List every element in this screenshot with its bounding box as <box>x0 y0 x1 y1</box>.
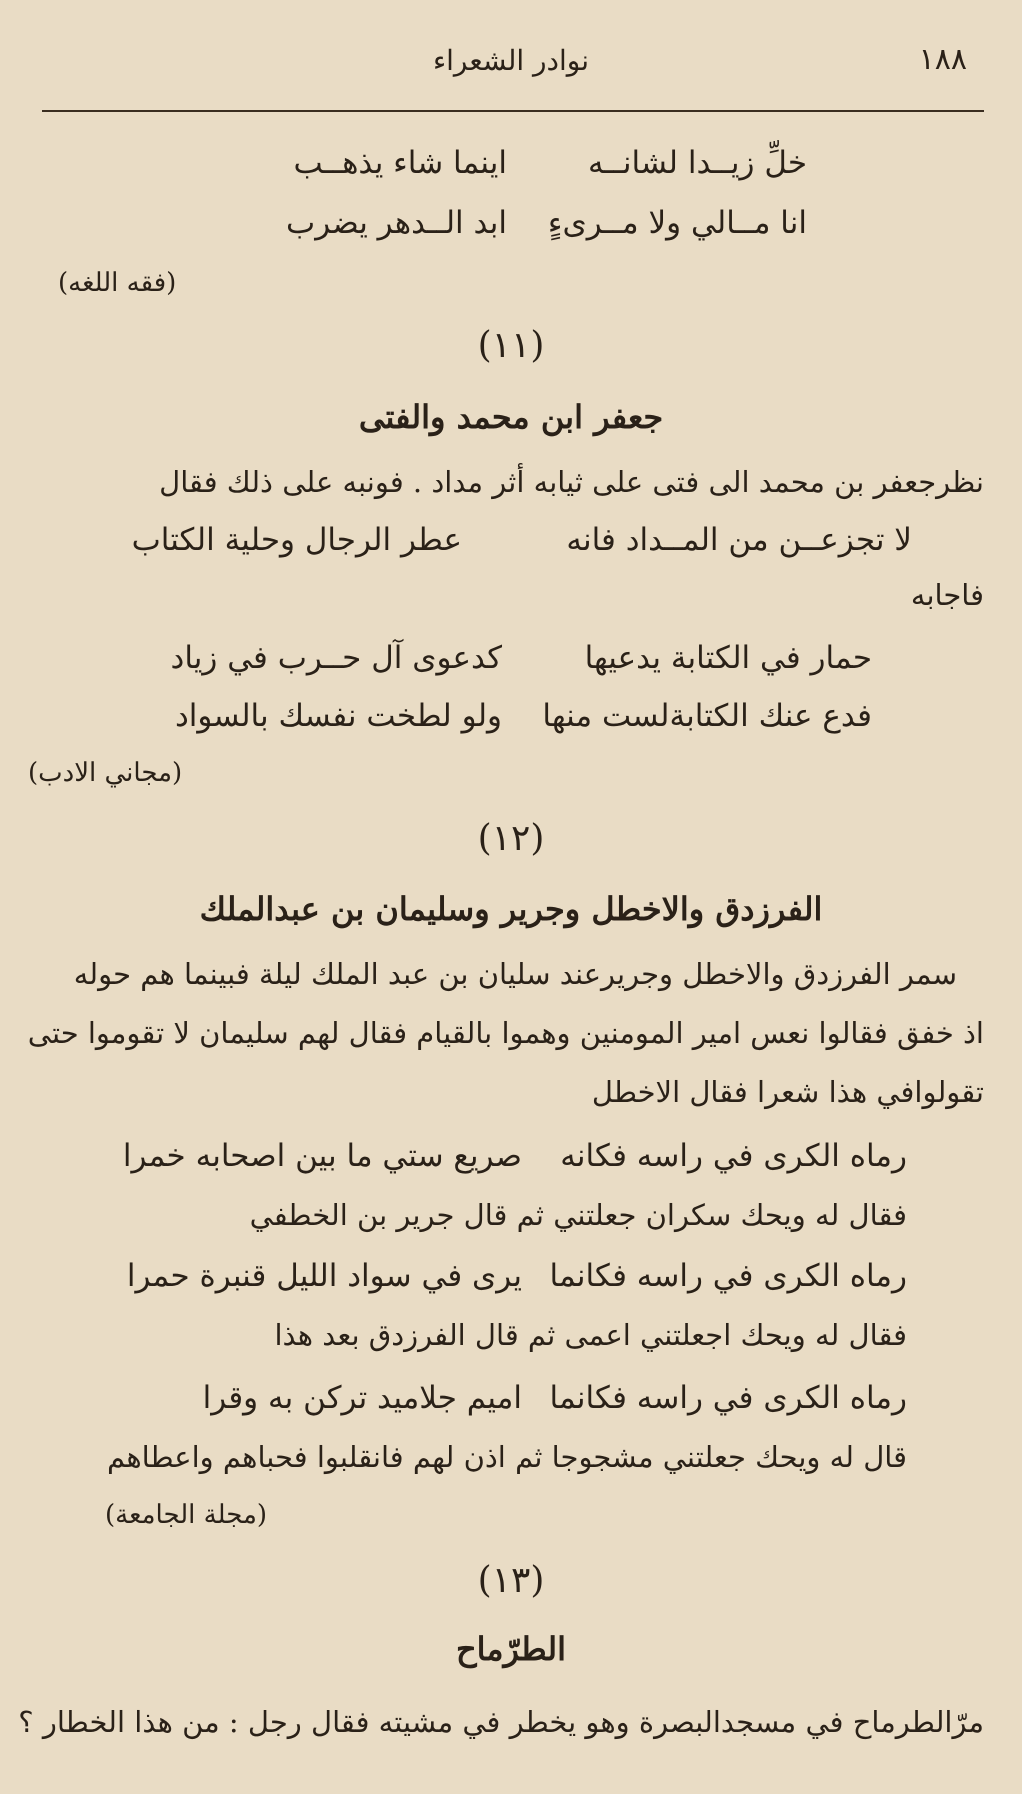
prose-line: مرّالطرماح في مسجدالبصرة وهو يخطر في مشيته فقال رجل : من هذا الخطار ؟ <box>18 1705 984 1739</box>
section-number: (١٣) <box>477 1560 545 1601</box>
header-rule <box>42 110 984 112</box>
verse-hemistich: يرى في سواد الليل قنبرة حمرا <box>126 1258 522 1294</box>
page-number: ١٨٨ <box>918 42 967 77</box>
section-number: (١٢) <box>477 818 545 859</box>
section-title: الطرّماح <box>455 1630 567 1668</box>
verse-hemistich: حمار في الكتابة يدعيها <box>584 640 872 676</box>
verse-hemistich: اميم جلاميد تركن به وقرا <box>202 1380 522 1416</box>
verse-hemistich: انا مــالي ولا مــرىءٍ <box>547 205 807 241</box>
prose-line: اذ خفق فقالوا نعس امير المومنين وهموا بالقيام فقال لهم سليمان لا تقوموا حتى <box>27 1016 984 1050</box>
verse-hemistich: رماه الكرى في راسه فكانما <box>549 1380 907 1416</box>
prose-line: قال له ويحك جعلتني مشجوجا ثم اذن لهم فانقلبوا فحباهم واعطاهم <box>107 1440 907 1474</box>
section-title: الفرزدق والاخطل وجرير وسليمان بن عبدالملك <box>199 890 823 928</box>
prose-line: نظرجعفر بن محمد الى فتى على ثيابه أثر مداد . فونبه على ذلك فقال <box>159 465 984 499</box>
section-title: جعفر ابن محمد والفتى <box>358 398 664 436</box>
verse-hemistich: كدعوى آل حــرب في زياد <box>170 640 502 676</box>
prose-line: تقولوافي هذا شعرا فقال الاخطل <box>591 1075 984 1109</box>
prose-line: فقال له ويحك سكران جعلتني ثم قال جرير بن الخطفي <box>249 1198 907 1232</box>
running-title: نوادر الشعراء <box>432 44 590 77</box>
verse-hemistich: فدع عنك الكتابةلست منها <box>542 698 872 734</box>
prose-line: فقال له ويحك اجعلتني اعمى ثم قال الفرزدق بعد هذا <box>274 1318 907 1352</box>
verse-hemistich: اينما شاء يذهــب <box>293 145 507 181</box>
verse-hemistich: ولو لطخت نفسك بالسواد <box>174 698 502 734</box>
verse-hemistich: ابد الــدهر يضرب <box>286 205 507 241</box>
verse-hemistich: لا تجزعــن من المــداد فانه <box>566 522 912 558</box>
source-citation: (مجلة الجامعة) <box>105 1500 268 1530</box>
verse-hemistich: صريع ستي ما بين اصحابه خمرا <box>122 1138 522 1174</box>
prose-line: سمر الفرزدق والاخطل وجريرعند سليان بن عبد الملك ليلة فبينما هم حوله <box>73 957 957 991</box>
source-citation: (فقه اللغه) <box>58 268 177 298</box>
verse-hemistich: خلِّ زيــدا لشانــه <box>588 145 807 181</box>
verse-hemistich: عطر الرجال وحلية الكتاب <box>131 522 462 558</box>
verse-hemistich: رماه الكرى في راسه فكانه <box>560 1138 907 1174</box>
verse-hemistich: رماه الكرى في راسه فكانما <box>549 1258 907 1294</box>
section-number: (١١) <box>477 325 545 366</box>
prose-line: فاجابه <box>910 578 984 612</box>
source-citation: (مجاني الادب) <box>28 758 183 788</box>
